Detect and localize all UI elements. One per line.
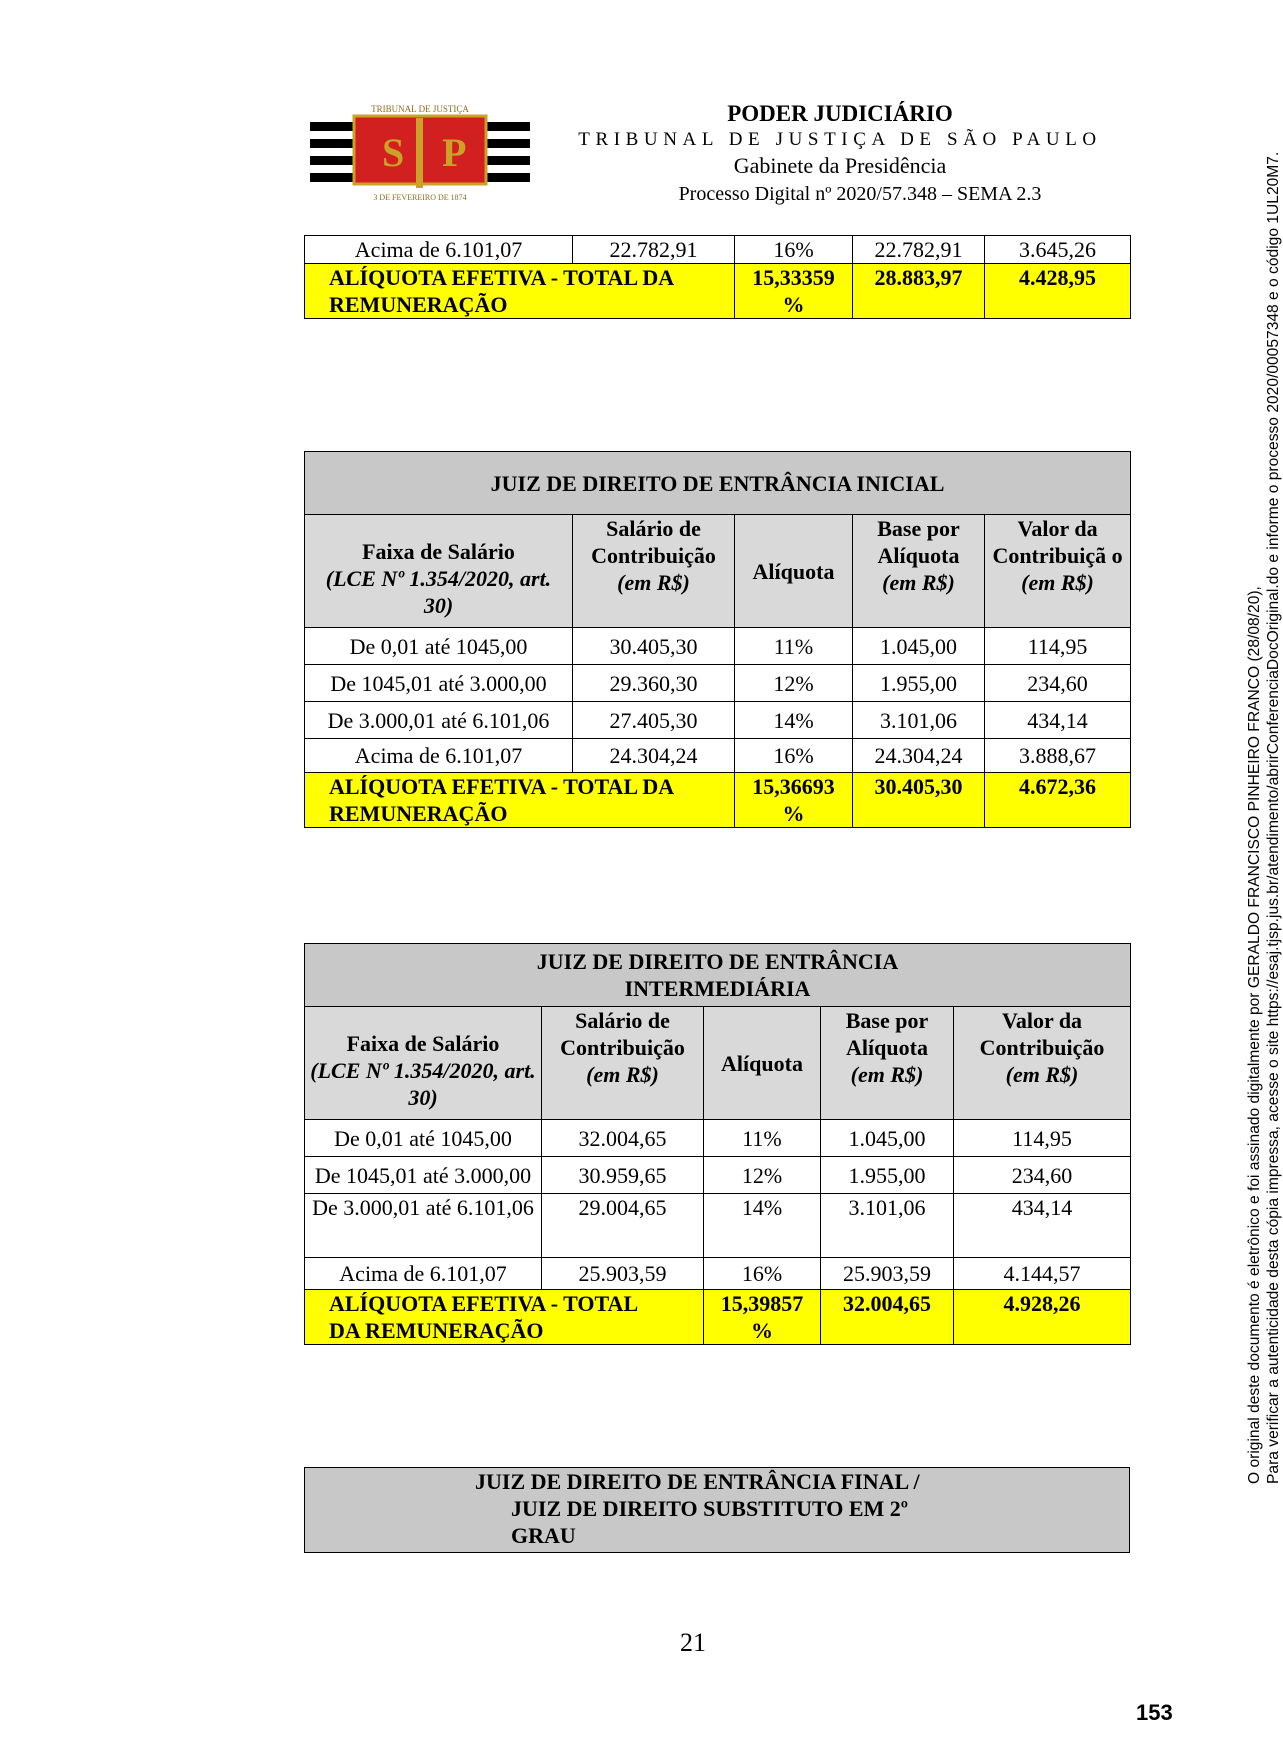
total-base: 30.405,30: [853, 773, 985, 828]
header-rate: Alíquota: [704, 1007, 821, 1120]
page-number: 21: [680, 1628, 706, 1657]
cell-salary: 27.405,30: [573, 702, 735, 739]
table-continuation: [304, 235, 1131, 319]
header-base-unit: (em R$): [882, 570, 955, 595]
header-salary-unit: (em R$): [617, 570, 690, 595]
header-title: PODER JUDICIÁRIO: [727, 101, 953, 126]
cell-value: 234,60: [954, 1157, 1131, 1194]
header-salary-label: Salário de Contribuição: [560, 1008, 685, 1060]
cell-value: 234,60: [985, 665, 1131, 702]
signature-note-line: Para verificar a autenticidade desta cópia impressa, acesse o site https://esaj.tjsp.jus.br/atendimento/abrirConferenciaDocOriginal.do e informe o processo 2020/00057348 e o código 1UL20M7.: [1265, 151, 1282, 1484]
table-row: [305, 1258, 1131, 1290]
total-base: 28.883,97: [853, 264, 985, 319]
table-row: [305, 1157, 1131, 1194]
cell-rate: 14%: [704, 1194, 821, 1258]
cell-salary: 22.782,91: [573, 236, 735, 264]
cell-rate: 16%: [704, 1258, 821, 1290]
cell-base: 1.955,00: [853, 665, 985, 702]
cell-salary: 29.360,30: [573, 665, 735, 702]
cell-salary: 29.004,65: [542, 1194, 704, 1258]
total-label: ALÍQUOTA EFETIVA - TOTAL DA REMUNERAÇÃO: [305, 1290, 704, 1345]
header-salary-label: Salário de Contribuição: [591, 516, 716, 568]
cell-rate: 12%: [704, 1157, 821, 1194]
table-entrancia-inicial: [304, 451, 1131, 828]
cell-range: De 0,01 até 1045,00: [305, 1120, 542, 1157]
header-salary: [573, 515, 735, 628]
cell-base: 1.045,00: [853, 628, 985, 665]
cell-value: 434,14: [985, 702, 1131, 739]
header-base-label: Base por Alíquota: [877, 516, 960, 568]
table-title: JUIZ DE DIREITO DE ENTRÂNCIA INICIAL: [305, 452, 1131, 515]
table-title-line: JUIZ DE DIREITO DE ENTRÂNCIA FINAL /: [475, 1469, 920, 1494]
header-value-unit: (em R$): [1021, 570, 1094, 595]
header-base-label: Base por Alíquota: [845, 1008, 929, 1060]
table-row: [305, 665, 1131, 702]
table-title: JUIZ DE DIREITO DE ENTRÂNCIA INTERMEDIÁRIA: [305, 944, 1131, 1007]
header-court: TRIBUNAL DE JUSTIÇA DE SÃO PAULO: [578, 129, 1102, 150]
header-salary-unit: (em R$): [586, 1062, 659, 1087]
cell-range: De 0,01 até 1045,00: [305, 628, 573, 665]
tjsp-logo: [310, 104, 530, 204]
cell-range: Acima de 6.101,07: [305, 236, 573, 264]
header-value: [954, 1007, 1131, 1120]
table-entrancia-intermediaria: [304, 943, 1131, 1345]
total-rate: 15,36693 %: [735, 773, 853, 828]
total-rate: 15,33359 %: [735, 264, 853, 319]
table-row: [305, 236, 1131, 264]
cell-rate: 16%: [735, 739, 853, 773]
cell-base: 25.903,59: [821, 1258, 954, 1290]
total-row: [305, 264, 1131, 319]
cell-value: 3.888,67: [985, 739, 1131, 773]
table-row: [305, 628, 1131, 665]
header-range: [305, 515, 573, 628]
cell-range: De 1045,01 até 3.000,00: [305, 665, 573, 702]
cell-base: 22.782,91: [853, 236, 985, 264]
cell-salary: 30.959,65: [542, 1157, 704, 1194]
logo-letter-s: S: [382, 130, 405, 175]
table-title-line: GRAU: [511, 1523, 576, 1548]
table-header-row: [305, 515, 1131, 628]
letterhead: [540, 100, 1140, 208]
cell-salary: 24.304,24: [573, 739, 735, 773]
header-value: [985, 515, 1131, 628]
table-row: [305, 1194, 1131, 1258]
total-row: [305, 773, 1131, 828]
header-base: [821, 1007, 954, 1120]
logo-bottom-text: 3 DE FEVEREIRO DE 1874: [373, 193, 467, 202]
cell-base: 3.101,06: [853, 702, 985, 739]
cell-rate: 11%: [704, 1120, 821, 1157]
cell-range: De 1045,01 até 3.000,00: [305, 1157, 542, 1194]
cell-salary: 30.405,30: [573, 628, 735, 665]
header-base-unit: (em R$): [850, 1062, 924, 1087]
total-base: 32.004,65: [821, 1290, 954, 1345]
signature-note: [1245, 152, 1283, 1484]
cell-range: De 3.000,01 até 6.101,06: [305, 1194, 542, 1258]
logo-letter-p: P: [442, 130, 467, 175]
cell-value: 114,95: [954, 1120, 1131, 1157]
header-office: Gabinete da Presidência: [733, 153, 947, 178]
cell-base: 1.045,00: [821, 1120, 954, 1157]
header-range: [305, 1007, 542, 1120]
cell-base: 24.304,24: [853, 739, 985, 773]
header-process: Processo Digital nº 2020/57.348 – SEMA 2.3: [678, 183, 1042, 205]
total-label: ALÍQUOTA EFETIVA - TOTAL DA REMUNERAÇÃO: [305, 264, 735, 319]
header-value-unit: (em R$): [1005, 1062, 1079, 1087]
header-value-label: Valor da Contribuição: [979, 1008, 1105, 1060]
logo-top-text: TRIBUNAL DE JUSTIÇA: [371, 104, 469, 114]
header-rate: Alíquota: [735, 515, 853, 628]
total-row: [305, 1290, 1131, 1345]
cell-value: 4.144,57: [954, 1258, 1131, 1290]
table-title-line: JUIZ DE DIREITO SUBSTITUTO EM 2º: [511, 1496, 909, 1521]
cell-rate: 11%: [735, 628, 853, 665]
header-range-ref: (LCE Nº 1.354/2020, art. 30): [310, 1057, 536, 1110]
page-stamp: 153: [1136, 1700, 1173, 1725]
total-label: ALÍQUOTA EFETIVA - TOTAL DA REMUNERAÇÃO: [305, 773, 735, 828]
cell-rate: 12%: [735, 665, 853, 702]
cell-range: Acima de 6.101,07: [305, 1258, 542, 1290]
total-value: 4.428,95: [985, 264, 1131, 319]
cell-rate: 14%: [735, 702, 853, 739]
total-value: 4.928,26: [954, 1290, 1131, 1345]
header-range-label: Faixa de Salário: [346, 1030, 500, 1056]
signature-note-line: O original deste documento é eletrônico e foi assinado digitalmente por GERALDO FRANCISCO PINHEIRO FRANCO (28/08/20),: [1246, 586, 1263, 1484]
table-row: [305, 1120, 1131, 1157]
cell-range: Acima de 6.101,07: [305, 739, 573, 773]
table-row: [305, 739, 1131, 773]
header-range-label: Faixa de Salário: [362, 538, 515, 564]
cell-value: 3.645,26: [985, 236, 1131, 264]
cell-base: 3.101,06: [821, 1194, 954, 1258]
total-value: 4.672,36: [985, 773, 1131, 828]
cell-rate: 16%: [735, 236, 853, 264]
cell-base: 1.955,00: [821, 1157, 954, 1194]
cell-value: 114,95: [985, 628, 1131, 665]
table-header-row: [305, 1007, 1131, 1120]
header-value-label: Valor da Contribuiçã o: [992, 516, 1123, 568]
cell-salary: 32.004,65: [542, 1120, 704, 1157]
table-title: [305, 1468, 1130, 1553]
total-rate: 15,39857 %: [704, 1290, 821, 1345]
header-salary: [542, 1007, 704, 1120]
header-range-ref: (LCE Nº 1.354/2020, art. 30): [325, 565, 552, 618]
table-row: [305, 702, 1131, 739]
header-base: [853, 515, 985, 628]
cell-value: 434,14: [954, 1194, 1131, 1258]
table-entrancia-final: [304, 1467, 1130, 1553]
cell-salary: 25.903,59: [542, 1258, 704, 1290]
cell-range: De 3.000,01 até 6.101,06: [305, 702, 573, 739]
